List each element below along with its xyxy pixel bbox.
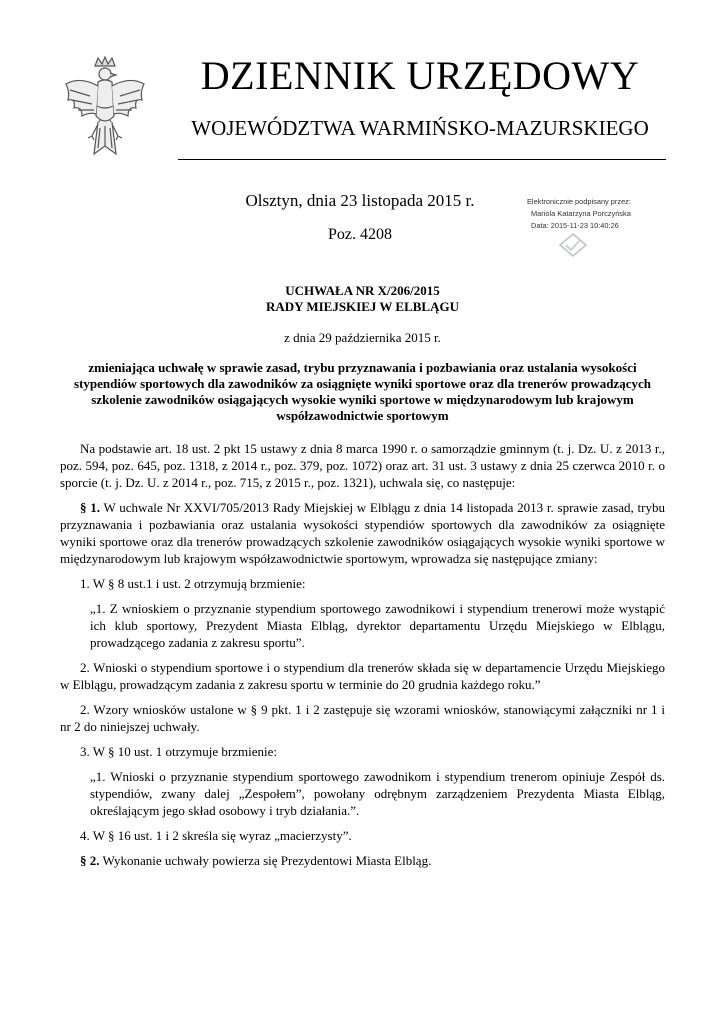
amendment-item-3: 3. W § 10 ust. 1 otrzymuje brzmienie: xyxy=(80,744,278,759)
section-2-paragraph xyxy=(60,852,665,869)
position-number: Poz. 4208 xyxy=(328,226,392,243)
signature-signer: Mariola Katarzyna Porczyńska xyxy=(531,209,631,218)
section-1-label: § 1. xyxy=(80,500,100,515)
signature-check-icon xyxy=(558,232,588,258)
resolution-subject: zmieniająca uchwałę w sprawie zasad, trybu przyznawania i pozbawiania oraz ustalania wysokości stypendiów sportowych dla zawodników za osiągnięte wyniki sportowe oraz dla trenerów prowadzących szkolenie zawodników osiągających wysokie wyniki sportowe w międzynarodowym lub krajowym współzawodnictwie sportowym xyxy=(74,360,651,423)
header-divider xyxy=(178,159,666,160)
electronic-signature xyxy=(527,196,687,232)
amendment-item-1-quote: „1. Z wnioskiem o przyznanie stypendium sportowego zawodnikowi i stypendium trenerowi może wystąpić ich klub sportowy, Prezydent Miasta Elbląg, dyrektor departamentu Urzędu Miejskiego w Elblągu, prowadzącego zadania z zakresu sportu”. xyxy=(90,601,665,650)
resolution-date: z dnia 29 października 2015 r. xyxy=(284,330,441,345)
signature-date: Data: 2015-11-23 10:40:26 xyxy=(531,221,619,230)
amendment-item-1-point-2: 2. Wnioski o stypendium sportowe i o stypendium dla trenerów składa się w departamencie Urzędu Miejskiego w Elblągu, prowadzącym zadania z zakresu sportu w terminie do 20 grudnia każdego roku.” xyxy=(60,660,665,692)
section-1-text: W uchwale Nr XXVI/705/2013 Rady Miejskiej w Elblągu z dnia 14 listopada 2013 r. sprawie zasad, trybu przyznawania i pozbawiania oraz ustalania wysokości stypendiów sportowych dla zawodników za osiągnięte wyniki sportowe oraz dla trenerów prowadzących szkolenie zawodników osiągających wysokie wyniki sportowe w międzynarodowym lub krajowym współzawodnictwie sportowym, wprowadza się następujące zmiany: xyxy=(60,500,665,566)
amendment-item-3-quote: „1. Wnioski o przyznanie stypendium sportowego zawodnikom i stypendium trenerom opiniuje Zespół ds. stypendiów, zwany dalej „Zespołem”, powołany odrębnym zarządzeniem Prezydenta Miasta Elbląg, określającym jego skład osobowy i tryb działania.”. xyxy=(90,769,665,818)
resolution-council: RADY MIEJSKIEJ W ELBLĄGU xyxy=(266,299,459,314)
journal-subtitle: WOJEWÓDZTWA WARMIŃSKO-MAZURSKIEGO xyxy=(191,116,649,140)
section-2-text: Wykonanie uchwały powierza się Prezydentowi Miasta Elbląg. xyxy=(99,853,432,868)
signature-label: Elektronicznie podpisany przez: xyxy=(527,197,631,206)
amendment-item-2: 2. Wzory wniosków ustalone w § 9 pkt. 1 i 2 zastępuje się wzorami wniosków, stanowiącymi załączniki nr 1 i nr 2 do niniejszej uchwały. xyxy=(60,702,665,734)
resolution-number: UCHWAŁA NR X/206/2015 xyxy=(285,283,440,298)
journal-title: DZIENNIK URZĘDOWY xyxy=(200,53,640,98)
section-1-paragraph xyxy=(60,499,665,567)
section-2-label: § 2. xyxy=(80,853,100,868)
place-and-date: Olsztyn, dnia 23 listopada 2015 r. xyxy=(245,191,475,210)
amendment-item-1: 1. W § 8 ust.1 i ust. 2 otrzymują brzmienie: xyxy=(80,576,306,591)
resolution-body xyxy=(60,440,665,877)
preamble-paragraph: Na podstawie art. 18 ust. 2 pkt 15 ustawy z dnia 8 marca 1990 r. o samorządzie gminnym (t. j. Dz. U. z 2013 r., poz. 594, poz. 645, poz. 1318, z 2014 r., poz. 379, poz. 1072) oraz art. 31 ust. 3 ustawy z dnia 25 czerwca 2010 r. o sporcie (t. j. Dz. U. z 2014 r., poz. 715, z 2015 r., poz. 1321), uchwala się, co następuje: xyxy=(60,441,665,490)
amendment-item-4: 4. W § 16 ust. 1 i 2 skreśla się wyraz „macierzysty”. xyxy=(80,828,352,843)
eagle-emblem-icon xyxy=(60,56,150,166)
